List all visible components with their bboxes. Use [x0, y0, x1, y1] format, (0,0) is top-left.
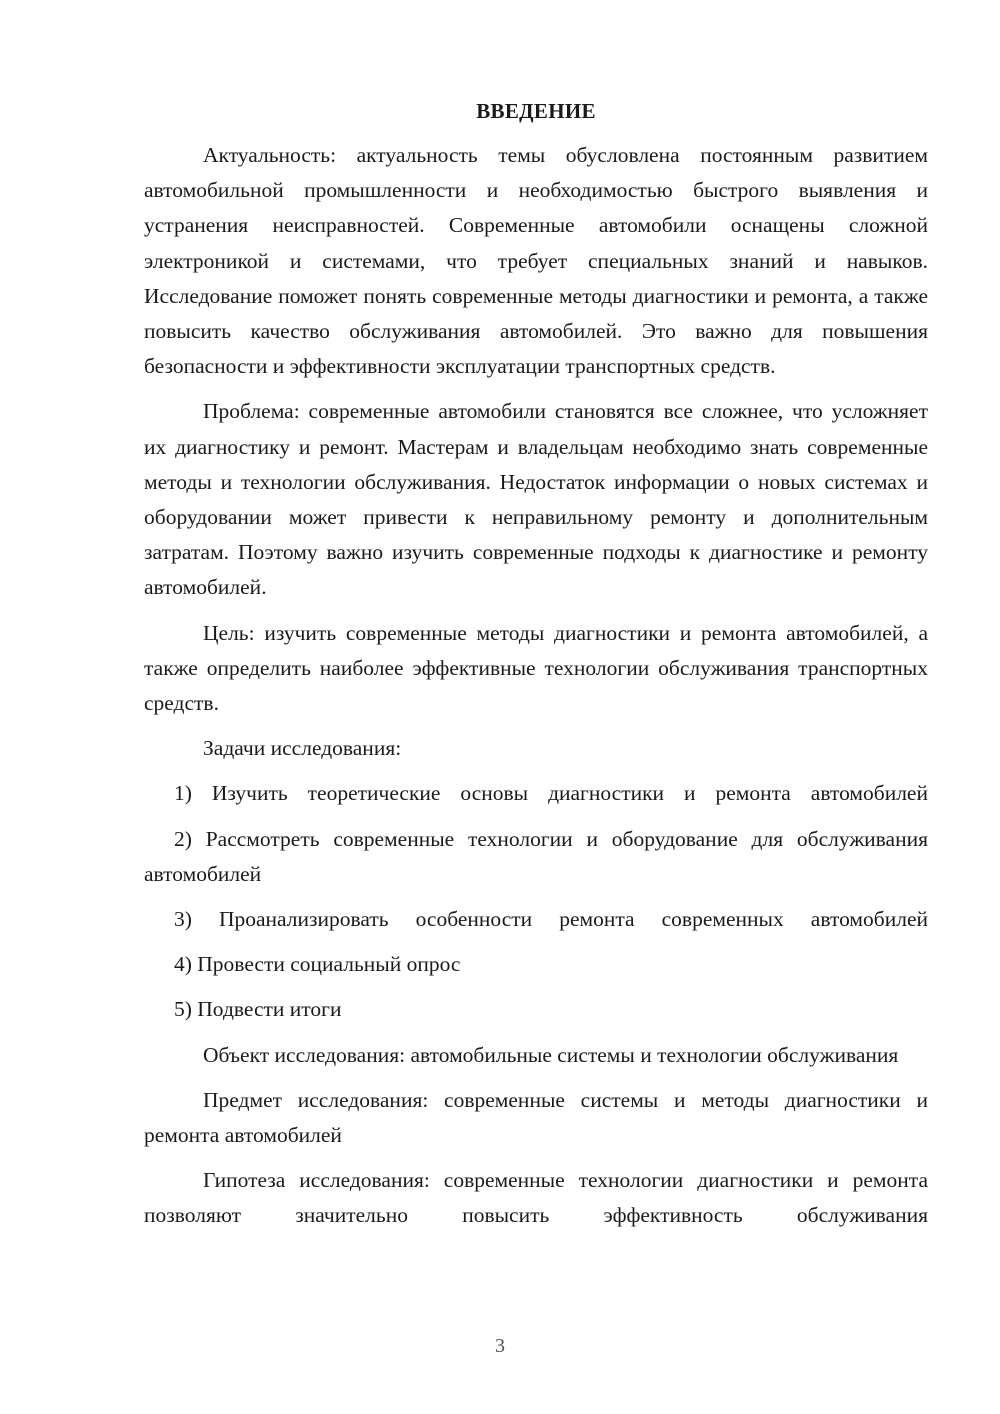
task-item-5: 5) Подвести итоги: [174, 997, 342, 1022]
task-item-4: 4) Провести социальный опрос: [174, 952, 461, 977]
document-page: [144, 96, 928, 1244]
task-item-2: 2) Рассмотреть современные технологии и оборудование для обслуживания автомобилей: [144, 826, 928, 886]
task-item-3: 3) Проанализировать особенности ремонта современных автомобилей: [174, 907, 928, 932]
page-number: 3: [495, 1335, 505, 1357]
subject-paragraph: Предмет исследования: современные системы и методы диагностики и ремонта автомобилей: [144, 1087, 928, 1148]
task-item-1: 1) Изучить теоретические основы диагностики и ремонта автомобилей: [174, 781, 928, 806]
problem-paragraph: Проблема: современные автомобили становятся все сложнее, что усложняет их диагностику и ремонт. Мастерам и владельцам необходимо знать современные методы и технологии обслуживания. Недостаток информации о новых системах и оборудовании может привести к неправильному ремонту и дополнительным затратам. Поэтому важно изучить современные подходы к диагностике и ремонту автомобилей.: [144, 399, 928, 600]
page-title: ВВЕДЕНИЕ: [476, 99, 596, 123]
object-paragraph: Объект исследования: автомобильные системы и технологии обслуживания: [203, 1042, 899, 1067]
tasks-heading: Задачи исследования:: [203, 736, 402, 761]
goal-paragraph: Цель: изучить современные методы диагностики и ремонта автомобилей, а также определить наиболее эффективные технологии обслуживания транспортных средств.: [144, 620, 928, 716]
relevance-paragraph: Актуальность: актуальность темы обусловлена постоянным развитием автомобильной промышленности и необходимостью быстрого выявления и устранения неисправностей. Современные автомобили оснащены сложной электроникой и системами, что требует специальных знаний и навыков. Исследование поможет понять современные методы диагностики и ремонта, а также повысить качество обслуживания автомобилей. Это важно для повышения безопасности и эффективности эксплуатации транспортных средств.: [144, 143, 928, 379]
hypothesis-paragraph: Гипотеза исследования: современные технологии диагностики и ремонта позволяют значительно повысить эффективность обслуживания: [144, 1168, 928, 1228]
